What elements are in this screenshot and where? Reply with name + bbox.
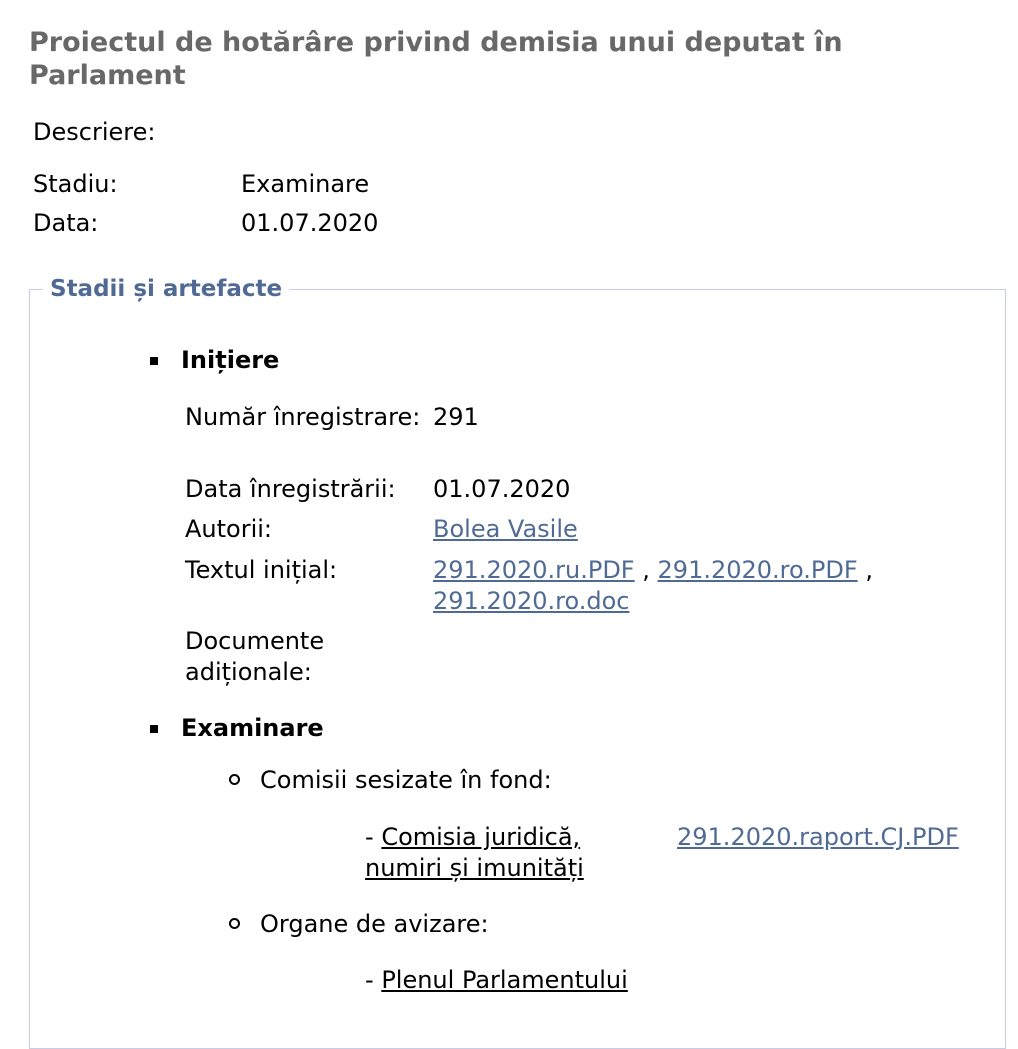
page-title: Proiectul de hotărâre privind demisia unui deputat în Parlament: [29, 27, 843, 91]
data-inregistrarii-value: 01.07.2020: [433, 475, 571, 503]
stadiu-label: Stadiu:: [33, 170, 118, 198]
square-bullet-icon: [150, 725, 158, 733]
fieldset-legend: Stadii și artefacte: [43, 274, 289, 304]
raport-file-link[interactable]: 291.2020.raport.CJ.PDF: [677, 823, 959, 851]
data-value: 01.07.2020: [241, 209, 379, 237]
raport-file: [677, 822, 959, 853]
list-dash: -: [365, 966, 374, 994]
comisie-item: [365, 822, 655, 884]
documente-aditionale-label: Documente adiționale:: [185, 627, 325, 686]
circle-bullet-icon: [229, 918, 240, 929]
numar-inregistrare-label: Număr înregistrare:: [185, 403, 421, 431]
author-link[interactable]: Bolea Vasile: [433, 515, 578, 543]
comisii-label: Comisii sesizate în fond:: [260, 766, 552, 794]
autorii-value: [433, 514, 993, 545]
circle-bullet-icon: [229, 774, 240, 785]
organe-label: Organe de avizare:: [260, 910, 489, 938]
file-separator: ,: [865, 556, 873, 584]
descriere-label: Descriere:: [33, 118, 156, 146]
textul-initial-label: Textul inițial:: [185, 556, 338, 584]
file-link-ru-pdf[interactable]: 291.2020.ru.PDF: [433, 556, 635, 584]
list-dash: -: [365, 823, 374, 851]
autorii-label: Autorii:: [185, 515, 273, 543]
file-link-ro-pdf[interactable]: 291.2020.ro.PDF: [657, 556, 858, 584]
comisie-link[interactable]: Comisia juridică, numiri și imunități: [365, 823, 584, 882]
stage-title-examinare: Examinare: [181, 714, 324, 742]
file-separator: ,: [642, 556, 650, 584]
data-inregistrarii-label: Data înregistrării:: [185, 475, 396, 503]
stadiu-value: Examinare: [241, 170, 370, 198]
organ-link[interactable]: Plenul Parlamentului: [381, 966, 628, 994]
textul-initial-files: [433, 555, 993, 617]
organ-item: [365, 965, 628, 996]
data-label: Data:: [33, 209, 99, 237]
file-link-ro-doc[interactable]: 291.2020.ro.doc: [433, 587, 630, 615]
numar-inregistrare-value: 291: [433, 403, 479, 431]
stage-title-initiere: Inițiere: [181, 346, 280, 374]
square-bullet-icon: [150, 357, 158, 365]
